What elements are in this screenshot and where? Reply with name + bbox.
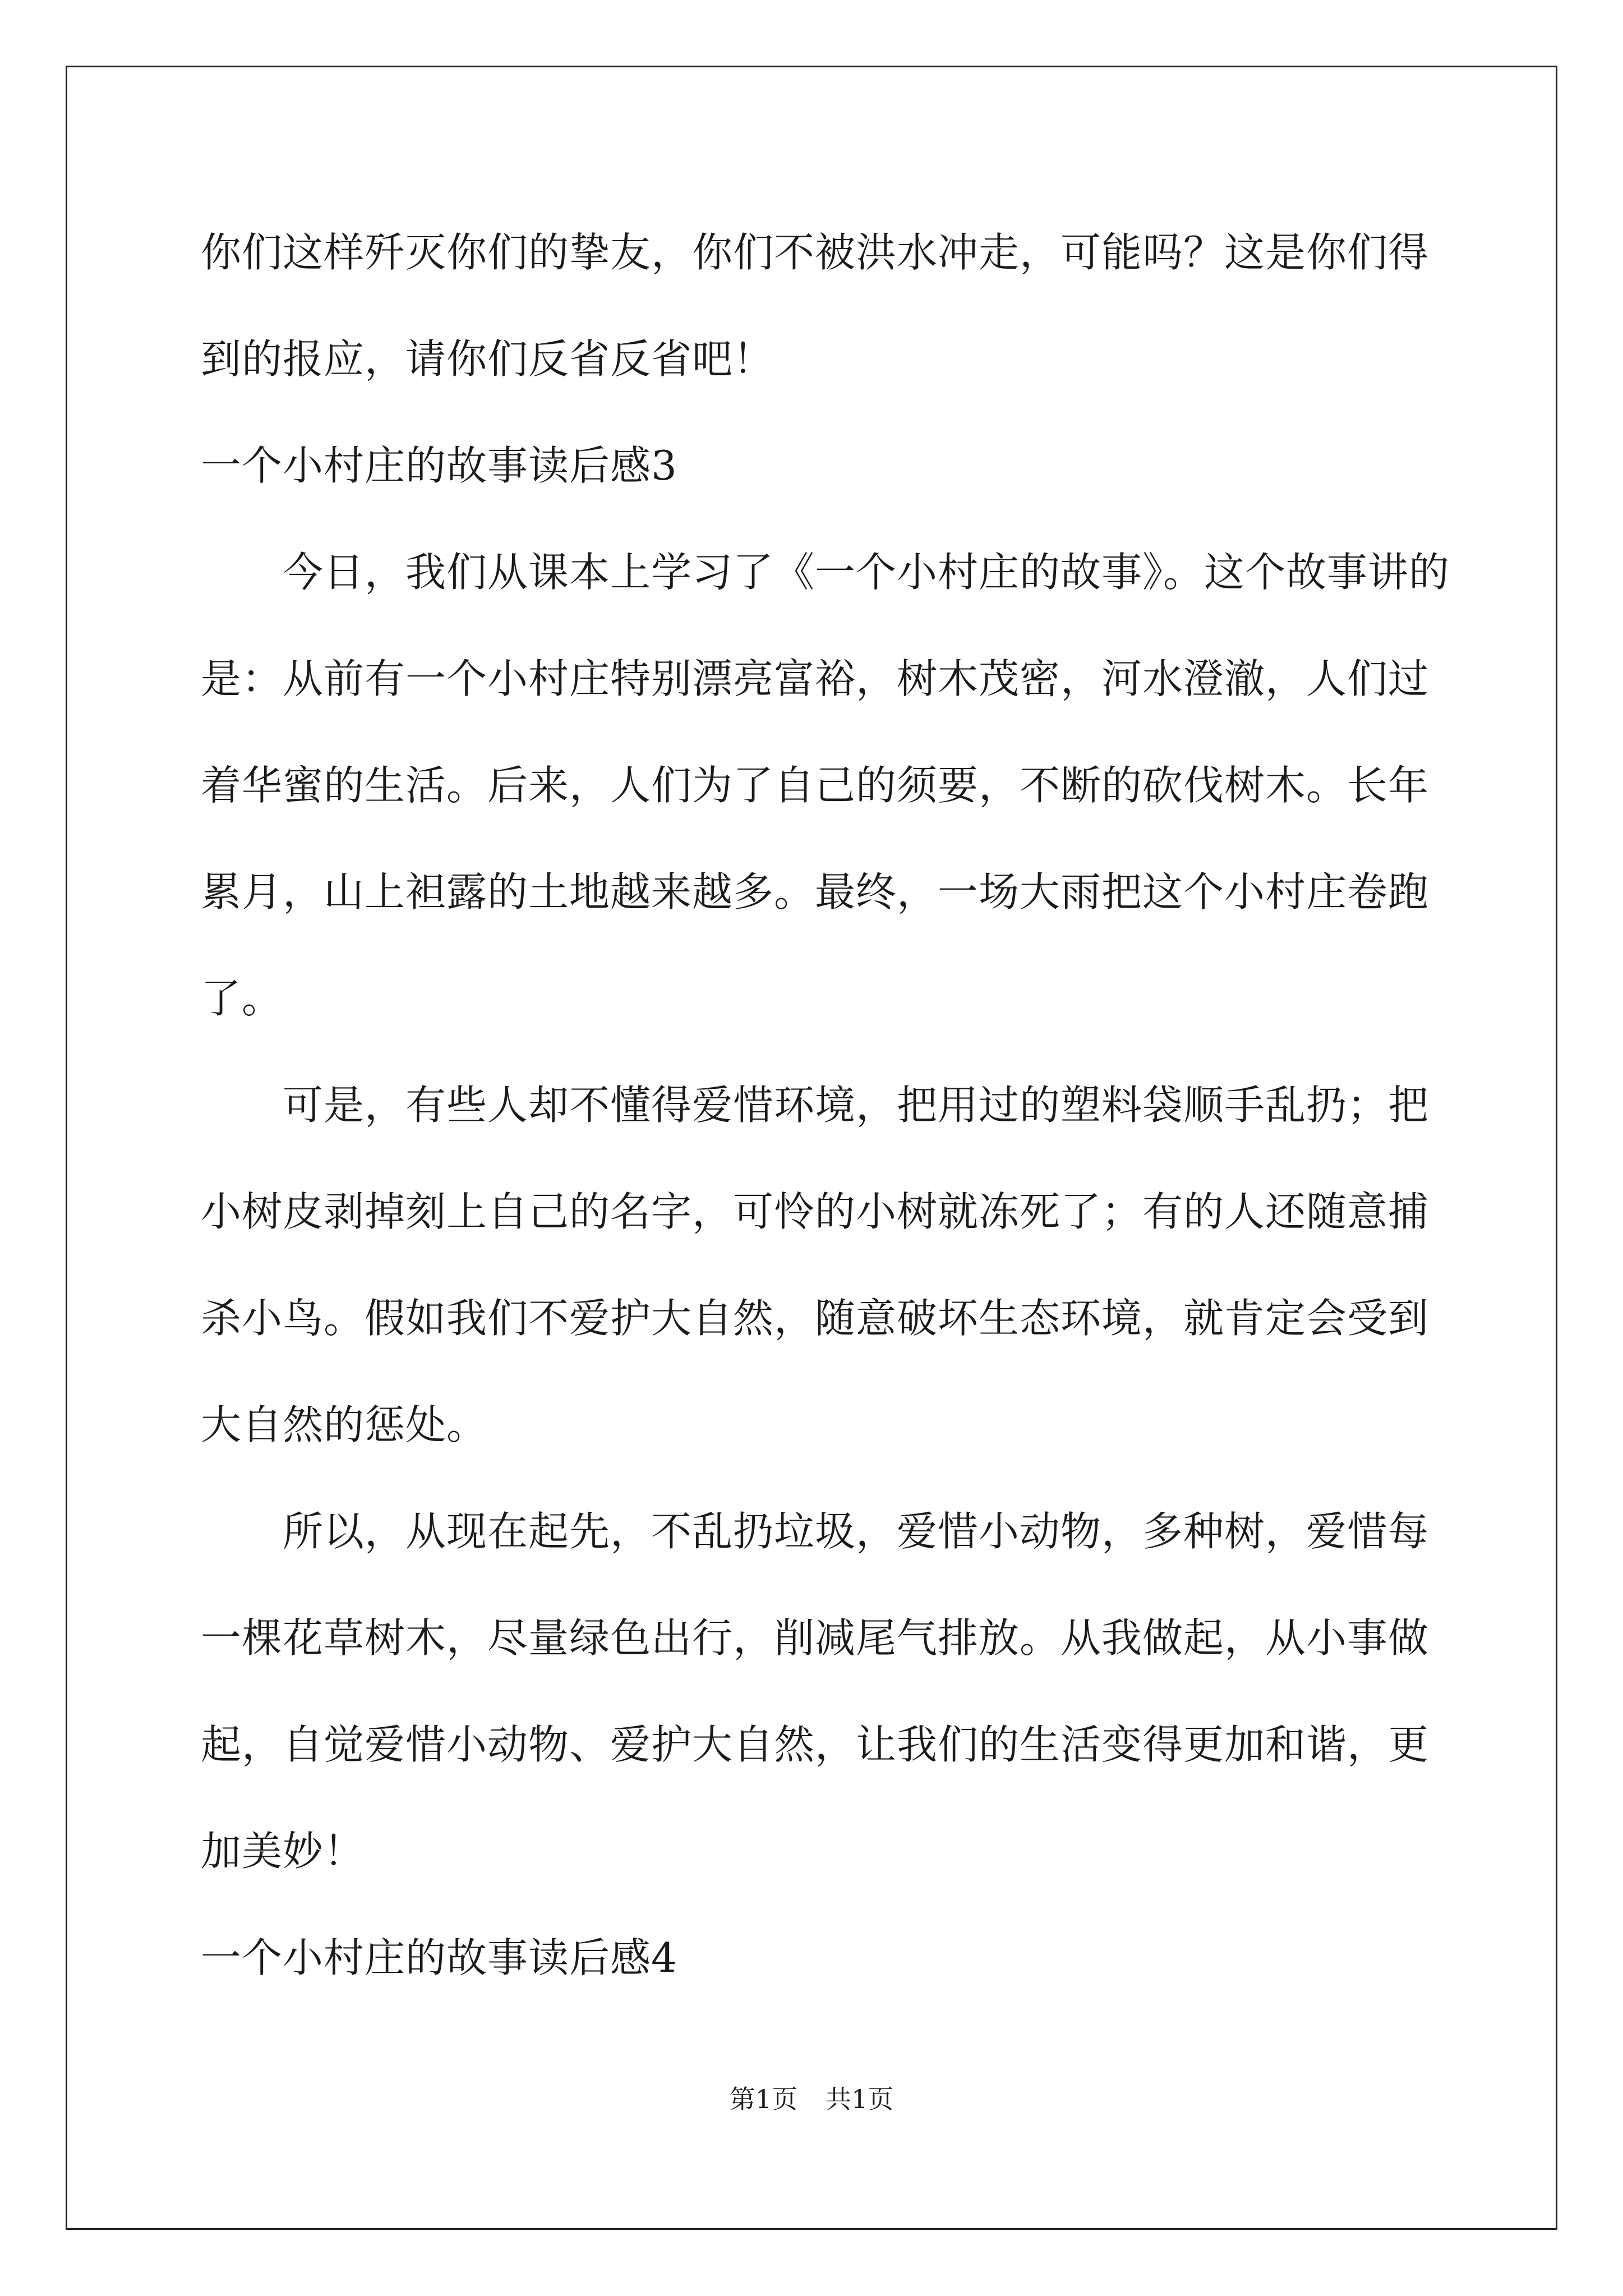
text-line: 了。 bbox=[201, 975, 283, 1022]
section-heading: 一个小村庄的故事读后感3 bbox=[201, 442, 677, 489]
text-line: 小树皮剥掉刻上自己的名字，可怜的小树就冻死了；有的人还随意捕 bbox=[201, 1188, 1430, 1235]
document-body bbox=[201, 210, 1450, 2022]
paragraph-start-line: 可是，有些人却不懂得爱惜环境，把用过的塑料袋顺手乱扔；把 bbox=[283, 1082, 1430, 1129]
page-total: 共1页 bbox=[826, 2084, 894, 2114]
text-line: 一棵花草树木，尽量绿色出行，削减尾气排放。从我做起，从小事做 bbox=[201, 1614, 1430, 1662]
paragraph-start-line: 所以，从现在起先，不乱扔垃圾，爱惜小动物，多种树，爱惜每 bbox=[283, 1508, 1430, 1555]
text-line: 杀小鸟。假如我们不爱护大自然，随意破坏生态环境，就肯定会受到 bbox=[201, 1295, 1430, 1342]
text-line: 是：从前有一个小村庄特别漂亮富裕，树木茂密，河水澄澈，人们过 bbox=[201, 655, 1430, 702]
text-line: 大自然的惩处。 bbox=[201, 1401, 488, 1448]
text-line: 累月，山上袒露的土地越来越多。最终，一场大雨把这个小村庄卷跑 bbox=[201, 868, 1430, 915]
page-footer bbox=[0, 2082, 1623, 2116]
page-number: 第1页 bbox=[729, 2084, 797, 2114]
text-line: 起，自觉爱惜小动物、爱护大自然，让我们的生活变得更加和谐，更 bbox=[201, 1721, 1430, 1768]
text-line: 你们这样歼灭你们的挚友，你们不被洪水冲走，可能吗？这是你们得 bbox=[201, 229, 1430, 276]
paragraph-start-line: 今日，我们从课本上学习了《一个小村庄的故事》。这个故事讲的 bbox=[283, 549, 1450, 596]
text-line: 加美妙！ bbox=[201, 1828, 365, 1875]
text-line: 到的报应，请你们反省反省吧！ bbox=[201, 335, 774, 383]
section-heading: 一个小村庄的故事读后感4 bbox=[201, 1934, 677, 1981]
text-line: 着华蜜的生活。后来，人们为了自己的须要，不断的砍伐树木。长年 bbox=[201, 762, 1430, 809]
